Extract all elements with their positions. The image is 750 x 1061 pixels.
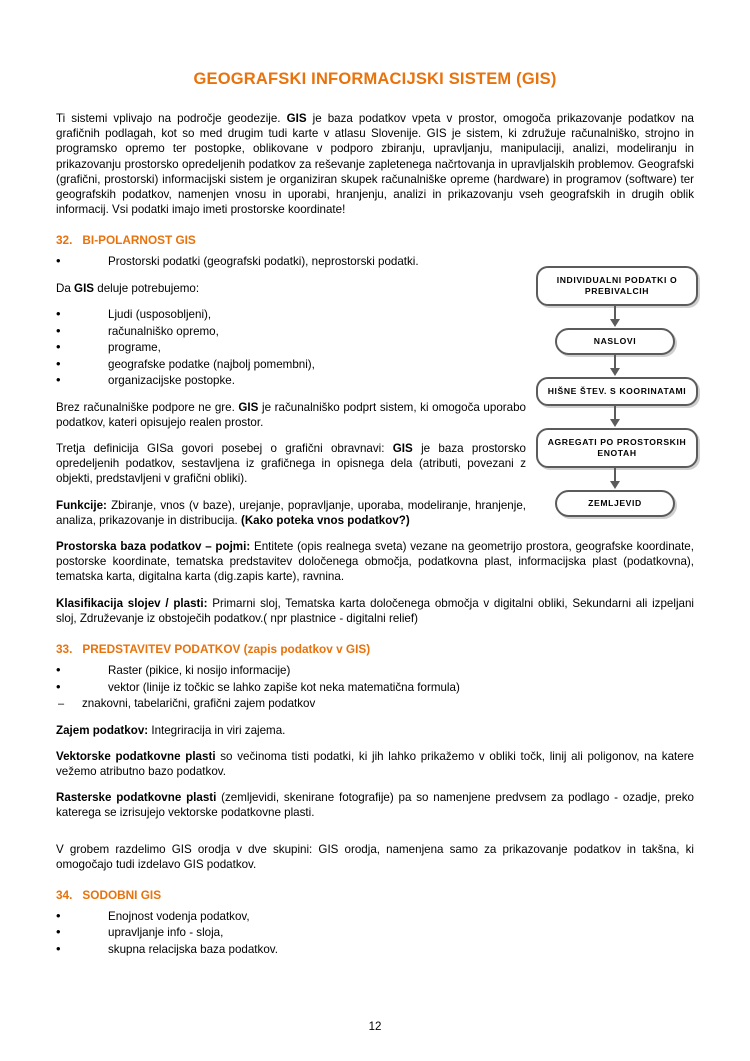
- bullet-list-32a: [56, 254, 526, 271]
- list-item: • skupna relacijska baza podatkov.: [56, 942, 694, 959]
- p1-pre: Brez računalniške podpore ne gre.: [56, 400, 239, 414]
- section-heading-33: [56, 642, 694, 656]
- bullet-list-32b: [56, 307, 526, 390]
- diagram-node-hisne-stevilke: HIŠNE ŠTEV. S KOORINATAMI: [536, 377, 698, 406]
- p2-gis: GIS: [392, 442, 413, 456]
- section-heading-34: [56, 888, 694, 902]
- section-32-database-terms: [56, 539, 694, 585]
- flow-diagram: [536, 266, 694, 517]
- intro-text-rest: je baza podatkov vpeta v prostor, omogoča prikazovanje podatkov na grafičnih podlagah, kot so med drugim tudi karte v atlasu Slovenije. GIS je sistem, ki združuje računalniško, strojno in programsko opremo ter postopke, oblikovane v podporo zbiranju, upravljanju, manipulaciji, analizi, modeliranju in prikazovanju prostorsko opredeljenih podatkov za reševanje zapletenega načrtovanja in upravljalskih problemov. Geografski (grafični, prostorski) informacijski sistem je organiziran skupek računalniške opreme (hardware) in programov (software) ter geografskih podatkov, namenjen vnosu in uporabi, hranjenju, analizi in prikazovanju vseh geografskih in drugih oblik informacij. Vsi podatki imajo imeti prostorske koordinate!: [56, 112, 694, 217]
- diagram-node-naslovi: NASLOVI: [555, 328, 675, 355]
- vektorske-text: so večinoma tisti podatki, ki jih lahko prikažemo v obliki točk, linij ali poligonov, na katere vežemo atributno bazo podatkov.: [56, 749, 695, 778]
- list-item: • Raster (pikice, ki nosijo informacije): [56, 663, 694, 680]
- section-title-34: SODOBNI GIS: [82, 887, 162, 902]
- intro-text-plain: Ti sistemi vplivajo na področje geodezije.: [56, 112, 287, 125]
- functions-question: (Kako poteka vnos podatkov?): [240, 513, 410, 527]
- intro-term-gis: GIS: [286, 112, 307, 125]
- bullet-list-33: [56, 663, 694, 713]
- page-title: GEOGRAFSKI INFORMACIJSKI SISTEM (GIS): [193, 70, 557, 88]
- zajem-text: Integriracija in viri zajema.: [148, 723, 286, 737]
- section-number-32: 32.: [56, 233, 73, 248]
- page-number: 12: [368, 1021, 382, 1033]
- functions-label: Funkcije:: [56, 498, 107, 512]
- section-title-32: BI-POLARNOST GIS: [82, 233, 196, 248]
- section-32-functions: [56, 498, 526, 528]
- lead-in-post: deluje potrebujemo:: [94, 281, 200, 295]
- section-number-33: 33.: [56, 642, 73, 657]
- bullet-list-34: [56, 909, 694, 959]
- list-item: • upravljanje info - sloja,: [56, 925, 694, 942]
- section-33-line-3: [56, 790, 694, 820]
- list-item: • Enojnost vodenja podatkov,: [56, 909, 694, 926]
- vektorske-label: Vektorske podatkovne plasti: [56, 749, 216, 763]
- p1-post: je računalniško podprt sistem, ki omogoča uporabo podatkov, kateri opisujejo realen prostor.: [56, 400, 526, 429]
- list-item: • organizacijske postopke.: [56, 373, 526, 390]
- section-33-paragraph-end: V grobem razdelimo GIS orodja v dve skupini: GIS orodja, namenjena samo za prikazovanje podatkov in takšna, ki omogočajo tudi izdelavo GIS podatkov.: [56, 842, 694, 871]
- section-32-paragraph-2: [56, 441, 526, 487]
- intro-paragraph: [56, 111, 694, 217]
- zajem-label: Zajem podatkov:: [56, 723, 149, 737]
- list-item: • vektor (linije iz točkic se lahko zapiše kot neka matematična formula): [56, 680, 694, 697]
- list-item: • računalniško opremo,: [56, 324, 526, 341]
- database-terms-text: Entitete (opis realnega sveta) vezane na geometrijo prostora, geografske koordinate, postorske koordinate, tematska predstavitev določenega območja, podatkovna plast, informacijska plast (podatkovna), tematska karta, digitalna karta (dig.zapis karte), ravnina.: [56, 540, 694, 584]
- section-33-line-1: [56, 723, 694, 738]
- spacer: [56, 832, 694, 842]
- lead-in-pre: Da: [56, 281, 75, 295]
- lead-in-gis: GIS: [74, 281, 95, 295]
- database-terms-label: Prostorska baza podatkov – pojmi:: [56, 540, 251, 554]
- section-32-paragraph-1: [56, 400, 526, 430]
- p2-post: je baza prostorsko opredeljenih podatkov, sestavljena iz grafičnega in opisnega dela (atributi, povezani z objekti, predstavljeni v grafični obliki).: [56, 442, 527, 486]
- list-item: • geografske podatke (najbolj pomembni),: [56, 357, 526, 374]
- section-32-classification: [56, 596, 694, 626]
- functions-text: Zbiranje, vnos (v baze), urejanje, popravljanje, uporaba, modeliranje, hranjenje, analiza, prikazovanje in distribucija.: [56, 498, 526, 527]
- diagram-node-agregati: AGREGATI PO PROSTORSKIH ENOTAH: [536, 428, 698, 468]
- section-title-33: PREDSTAVITEV PODATKOV (zapis podatkov v GIS): [82, 642, 371, 657]
- classification-text: Primarni sloj, Tematska karta določenega območja v digitalni obliki, Sekundarni ali izpeljani sloj, Združevanje iz obstoječih podatkov.( npr plastnice - digitalni relief): [56, 596, 694, 625]
- list-item: • Prostorski podatki (geografski podatki), neprostorski podatki.: [56, 254, 526, 271]
- diagram-node-zemljevid: ZEMLJEVID: [555, 490, 675, 517]
- list-item: • programe,: [56, 340, 526, 357]
- list-item: • Ljudi (usposobljeni),: [56, 307, 526, 324]
- diagram-node-individualni-podatki: INDIVIDUALNI PODATKI O PREBIVALCIH: [536, 266, 698, 306]
- classification-label: Klasifikacija slojev / plasti:: [56, 596, 208, 610]
- rasterske-text: (zemljevidi, skenirane fotografije) pa so namenjene predvsem za podlago - ozadje, preko katerega se izrisujejo vektorske podatkovne plasti.: [56, 791, 694, 820]
- p2-pre: Tretja definicija GISa govori posebej o grafični obravnavi:: [56, 442, 393, 456]
- rasterske-label: Rasterske podatkovne plasti: [56, 791, 217, 805]
- section-33-line-2: [56, 749, 694, 779]
- section-heading-32: [56, 233, 694, 247]
- p1-gis: GIS: [238, 400, 259, 414]
- section-number-34: 34.: [56, 887, 73, 902]
- section-32-lead-in: [56, 281, 526, 296]
- list-item-dash: – znakovni, tabelarični, grafični zajem podatkov: [56, 696, 694, 713]
